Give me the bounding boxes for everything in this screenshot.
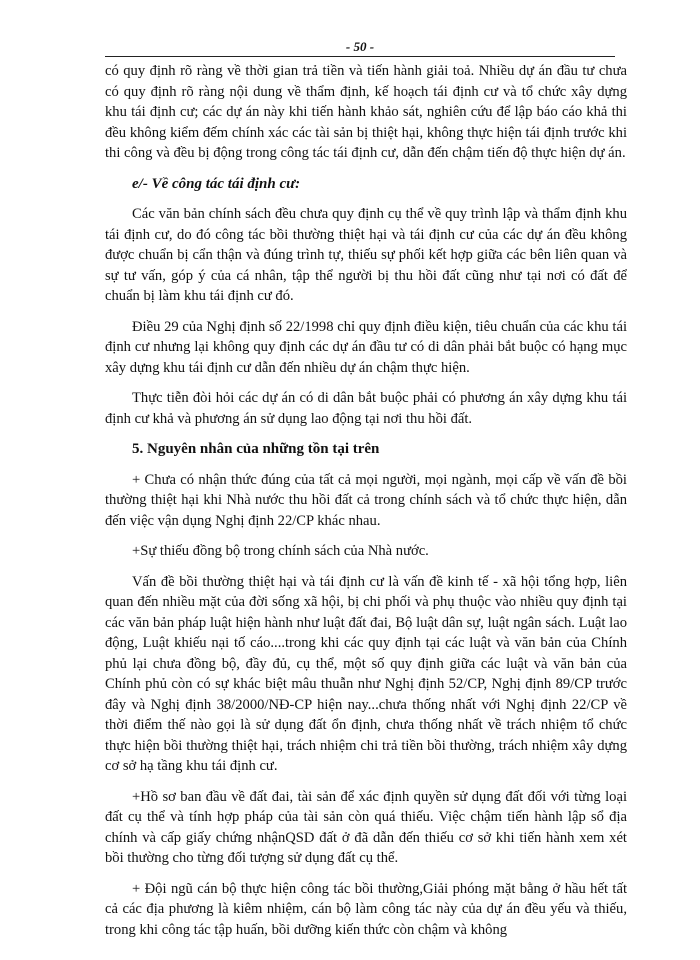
paragraph: +Sự thiếu đồng bộ trong chính sách của Nhà nước.	[132, 543, 429, 559]
section-heading-e: e/- Về công tác tái định cư:	[132, 175, 301, 192]
paragraph: + Chưa có nhận thức đúng của tất cả mọi người, mọi ngành, mọi cấp về vấn đề bồi thường thiệt hại khi Nhà nước thu hồi đất cả trong chính sách và tổ chức thực hiện, dẫn đến việc vận dụng Nghị định 22/CP khác nhau.	[105, 471, 627, 529]
header-divider	[105, 56, 615, 57]
page-number: - 50 -	[345, 39, 375, 54]
paragraph-continuation: có quy định rõ ràng về thời gian trả tiền và tiến hành giải toả. Nhiều dự án đầu tư chưa có quy định rõ ràng nội dung về thẩm định, kế hoạch tái định cư và tổ chức xây dựng khu tái định cư; các dự án này khi tiến hành khảo sát, nghiên cứu để lập báo cáo khả thi đều không kiểm đếm chính xác các tài sản bị thiệt hại, không thực hiện tái định trước khi thi công và đều bị động trong công tác tái định cư, dẫn đến chậm tiến độ thực hiện dự án.	[105, 63, 627, 161]
paragraph: + Đội ngũ cán bộ thực hiện công tác bồi thường,Giải phóng mặt bằng ở hầu hết tất cả các địa phương là kiêm nhiệm, cán bộ làm công tác này của dự án đều yếu và thiếu, trong khi công tác tập huấn, bồi dưỡng kiến thức còn chậm và không	[105, 880, 627, 938]
section-heading-5: 5. Nguyên nhân của những tồn tại trên	[132, 441, 380, 457]
paragraph: Thực tiễn đòi hỏi các dự án có di dân bắt buộc phải có phương án xây dựng khu tái định cư khả và phương án sử dụng lao động tại nơi thu hồi đất.	[105, 390, 627, 427]
paragraph: Các văn bản chính sách đều chưa quy định cụ thể về quy trình lập và thẩm định khu tái định cư, do đó công tác bồi thường thiệt hại và tái định cư của các dự án đều không được chuẩn bị cẩn thận và đúng trình tự, thiếu sự phối kết hợp giữa các bên liên quan và sự tư vấn, góp ý của cá nhân, tập thể người bị thu hồi đất cũng như tại nơi có đất để chuẩn bị làm khu tái định cư đó.	[105, 206, 627, 304]
paragraph: Vấn đề bồi thường thiệt hại và tái định cư là vấn đề kinh tế - xã hội tổng hợp, liên quan đến nhiều mặt của đời sống xã hội, bị chi phối và phụ thuộc vào nhiều quy định tại các văn bản pháp luật hiện hành như luật đất đai, Bộ luật dân sự, luật ngân sách. Luật lao động, Luật khiếu nại tố cáo....trong khi các quy định tại các luật và văn bản của Chính phủ lại chưa đồng bộ, đầy đủ, cụ thể, một số quy định giữa các luật và văn bản của Chính phủ còn có sự khác biệt mâu thuẫn như Nghị định 52/CP, Nghị định 89/CP trước đây và Nghị định 38/2000/NĐ-CP hiện nay...chưa thống nhất với Nghị định 22/CP về thời điểm thế nào gọi là sử dụng đất ổn định, chưa thống nhất về trách nhiệm tổ chức thực hiện bồi thường thiệt hại, trách nhiệm chi trả tiền bồi thường, trách nhiệm xây dựng cơ sở hạ tầng khu tái định cư.	[105, 573, 627, 774]
page-body	[105, 61, 627, 950]
paragraph: +Hồ sơ ban đầu về đất đai, tài sản để xác định quyền sử dụng đất đối với từng loại đất cụ thể và tính hợp pháp của tài sản còn quá thiếu. Việc chậm tiến hành lập sổ địa chính và cấp giấy chứng nhậnQSD đất ở đã dẫn đến thiếu cơ sở khi tiến hành xem xét bồi thường cho từng đối tượng sử dụng đất cụ thể.	[105, 788, 627, 866]
paragraph: Điều 29 của Nghị định số 22/1998 chỉ quy định điều kiện, tiêu chuẩn của các khu tái định cư nhưng lại không quy định các dự án đầu tư có di dân phải bắt buộc có hạng mục xây dựng khu tái định cư dẫn đến nhiều dự án chậm thực hiện.	[105, 318, 627, 376]
